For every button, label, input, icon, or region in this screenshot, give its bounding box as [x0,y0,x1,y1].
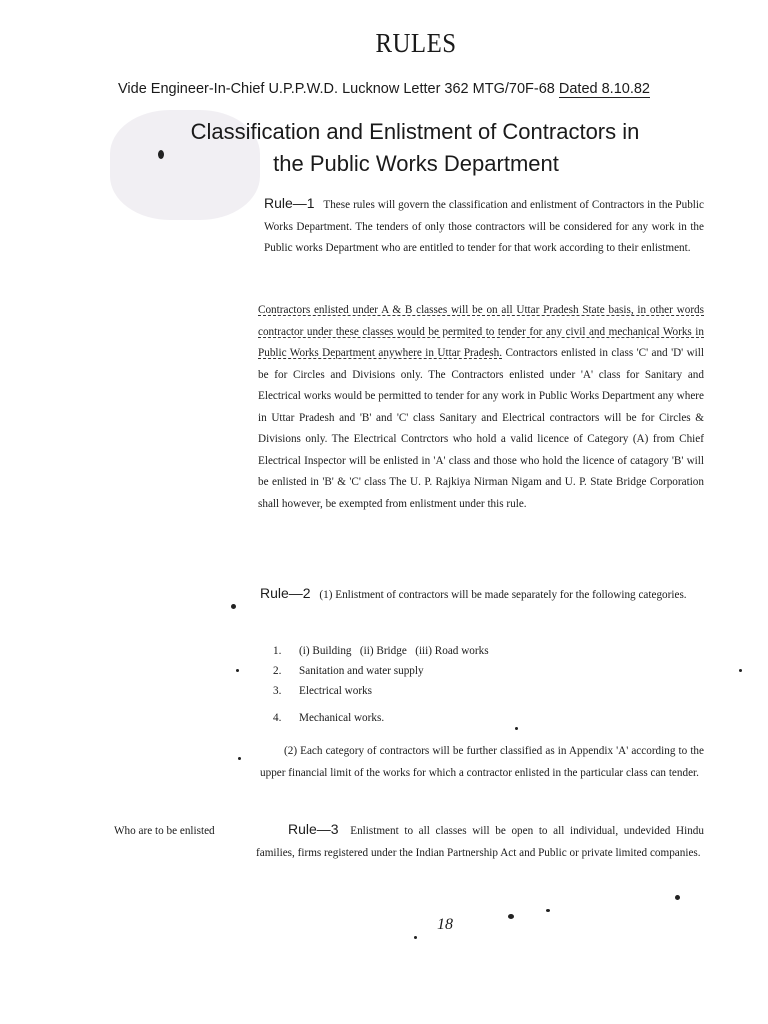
list-text: (i) Building (ii) Bridge (iii) Road works [299,645,489,657]
ink-spot [675,895,680,900]
rule-2-paragraph [260,583,704,607]
rule-2-subsection-2: (2) Each category of contractors will be further classified as in Appendix 'A' according to the upper financial limit of the works for which a contractor enlisted in the particular class can tender. [260,745,704,779]
list-item [273,641,489,661]
list-number: 2. [273,665,282,677]
list-number: 1. [273,645,282,657]
list-text: Electrical works [299,685,372,697]
underlined-passage: Contractors enlisted under A & B classes will be on all Uttar Pradesh State basis, in other words contractor under these classes would be permited to tender for any civil and mechanical Works in Public Works Department anywhere in Uttar Pradesh. [258,304,704,359]
rule-3-text: Enlistment to all classes will be open to all individual, undevided Hindu families, firms registered under the Indian Partnership Act and Public or private limited companies. [256,825,704,859]
rule-2-label: Rule—2 [260,585,311,601]
list-number: 4. [273,712,282,724]
ink-spot [515,727,518,730]
heading-line-1: Classification and Enlistment of Contractors in [190,119,640,144]
paragraph-text: Contractors enlisted in class 'C' and 'D' will be for Circles and Divisions only. The Contractors enlisted under 'A' class for Sanitary and Electrical works would be permitted to tender for any work in Public Works Department any where in Uttar Pradesh and 'B' and 'C' class Sanitary and Electrical contractors will be for Circles & Divisions only. The Electrical Contrctors who hold a valid licence of Category (A) from Chief Electrical Inspector will be enlisted in 'A' class and those who hold the licence of catagory 'B' will be enlisted in 'B' & 'C' class The U. P. Rajkiya Nirman Nigam and U. P. State Bridge Corporation shall however, be exempted from enlistment under this rule. [258,347,705,510]
list-text: Mechanical works. [299,712,385,724]
rule-3-label: Rule—3 [288,821,339,837]
list-item [273,708,489,728]
list-text: Sanitation and water supply [299,665,424,677]
reference-line [118,81,650,97]
rule-3-paragraph [256,819,704,864]
ink-spot [231,604,236,609]
ink-spot [546,909,550,912]
ink-spot [238,757,241,760]
rule-2-text: (1) Enlistment of contractors will be made separately for the following categories. [319,589,687,601]
margin-note: Who are to be enlisted [114,825,215,837]
reference-date: Dated 8.10.82 [558,81,650,97]
rule-1-text: These rules will govern the classification and enlistment of Contractors in the Public Works Department. The tenders of only those contractors will be considered for any work in the Public works Department who are entitled to tender for that work according to their enlistment. [264,199,704,254]
heading-line-2: the Public Works Department [273,151,559,176]
rule-1-paragraph-2 [258,300,704,515]
list-item [273,681,489,701]
document-title: RULES [375,28,457,58]
ink-spot [414,936,417,939]
ink-spot [508,914,514,919]
rule-1-label: Rule—1 [264,195,315,211]
rule-1-paragraph [264,193,704,260]
ink-spot [236,669,239,672]
reference-text: Vide Engineer-In-Chief U.P.P.W.D. Lucknow Letter 362 MTG/70F-68 [118,81,559,97]
page-number: 18 [437,916,453,933]
list-number: 3. [273,685,282,697]
category-list [273,641,489,728]
list-item [273,661,489,681]
ink-spot [739,669,742,672]
